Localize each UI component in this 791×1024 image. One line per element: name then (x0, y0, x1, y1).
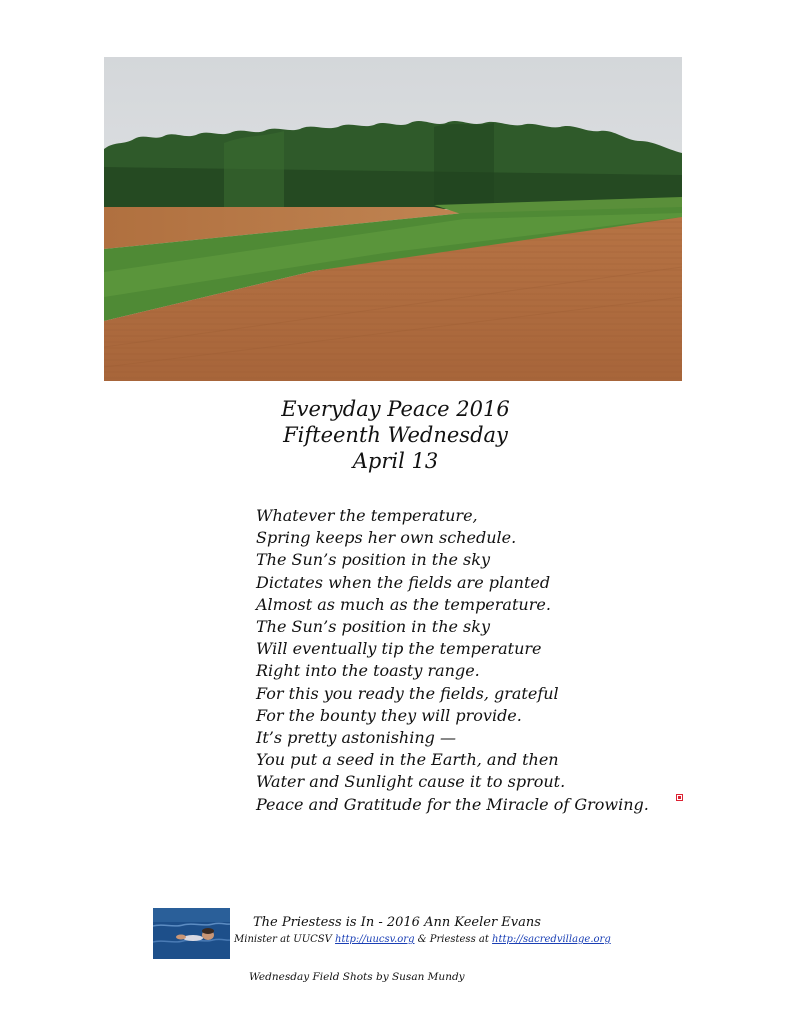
footer-affiliations (234, 933, 694, 947)
poem-line: Spring keeps her own schedule. (256, 528, 517, 548)
poem-line: The Sun’s position in the sky (256, 550, 490, 570)
poem-line: You put a seed in the Earth, and then (256, 750, 559, 770)
page-date: April 13 (352, 449, 439, 473)
poem-line: Right into the toasty range. (256, 661, 480, 681)
poem-line: Whatever the temperature, (256, 506, 478, 525)
sacred-village-link[interactable]: http://sacredvillage.org (492, 934, 611, 945)
swimmer-photo (153, 908, 230, 959)
priestess-label: & Priestess at (414, 934, 493, 945)
footer-title: The Priestess is In - 2016 Ann Keeler Evans (253, 915, 541, 930)
minister-label: Minister at UUCSV (234, 934, 336, 945)
photo-credit: Wednesday Field Shots by Susan Mundy (249, 971, 465, 983)
page-subtitle: Fifteenth Wednesday (283, 423, 508, 447)
poem-line: Almost as much as the temperature. (256, 594, 551, 614)
poem-line: For the bounty they will provide. (256, 705, 522, 725)
poem-line: It’s pretty astonishing — (256, 728, 456, 748)
uucsv-link[interactable]: http://uucsv.org (335, 934, 415, 945)
poem-line: Peace and Gratitude for the Miracle of Growing. (256, 794, 649, 814)
poem-line: Water and Sunlight cause it to sprout. (256, 772, 566, 792)
poem-line: The Sun’s position in the sky (256, 617, 490, 637)
poem (256, 505, 716, 816)
page-title: Everyday Peace 2016 (281, 397, 510, 421)
poem-line: Dictates when the fields are planted (256, 572, 551, 592)
poem-line: Will eventually tip the temperature (256, 639, 542, 659)
title-block (0, 396, 791, 474)
poem-line: For this you ready the fields, grateful (256, 683, 559, 703)
annotation-marker-icon[interactable] (676, 794, 683, 801)
field-landscape-photo (104, 57, 682, 381)
